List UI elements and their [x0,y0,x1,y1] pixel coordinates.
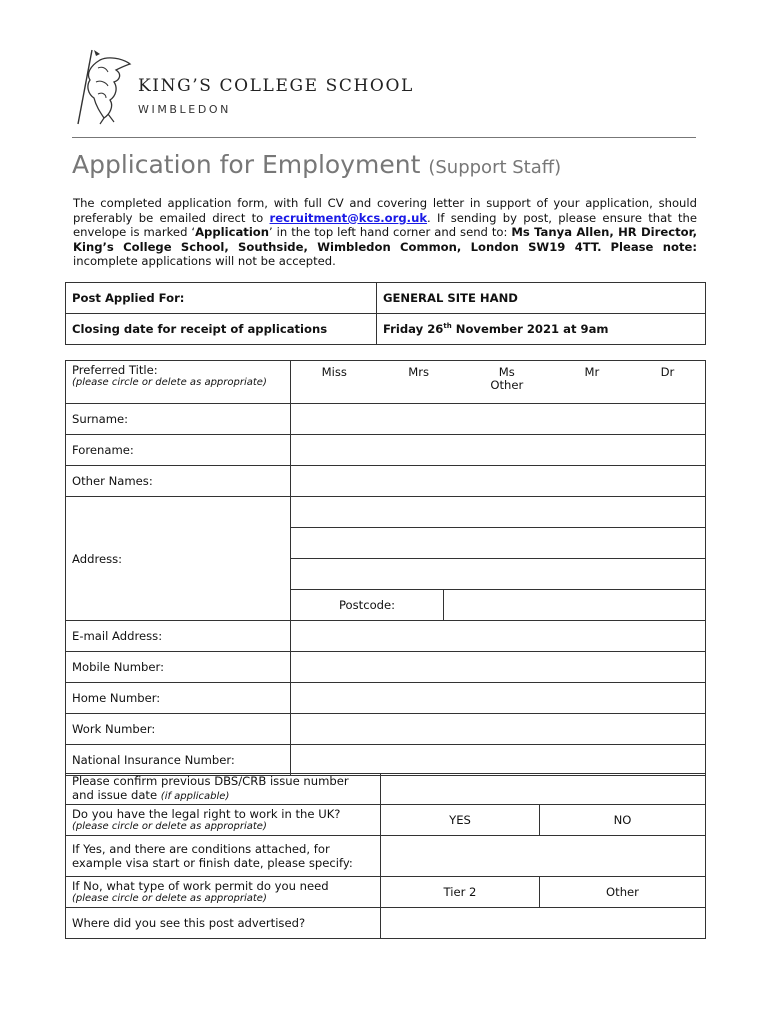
closing-date-label: Closing date for receipt of applications [66,314,377,345]
header-divider [72,137,696,138]
forename-field[interactable] [291,435,706,466]
postcode-field[interactable] [444,590,706,621]
advertised-field[interactable] [381,908,706,939]
intro-text-3: ’ in the top left hand corner and send to: [269,225,508,239]
surname-label: Surname: [66,404,291,435]
mobile-label: Mobile Number: [66,652,291,683]
intro-paragraph [73,196,697,269]
work-field[interactable] [291,714,706,745]
permit-label: If No, what type of work permit do you need [72,878,329,893]
closing-date-day: Friday 26 [383,322,444,336]
post-applied-label: Post Applied For: [66,283,377,314]
preferred-title-options [291,361,706,404]
conditions-label: If Yes, and there are conditions attached, for example visa start or finish date, please specify: [66,836,381,877]
work-label: Work Number: [66,714,291,745]
surname-row [66,404,706,435]
recruitment-email-link[interactable]: recruitment@kcs.org.uk [269,210,428,225]
lion-crest-icon [70,46,138,126]
address-line-2-field[interactable] [291,528,706,559]
conditions-field[interactable] [381,836,706,877]
personal-details-table [65,360,706,776]
forename-label: Forename: [66,435,291,466]
dbs-row [66,774,706,805]
postal-address: Ms Tanya Allen, HR Director, King’s College School, Southside, Wimbledon Common, London SW19 4TT. [73,225,697,254]
ni-label: National Insurance Number: [66,745,291,776]
right-to-work-label-cell [66,805,381,836]
mobile-row [66,652,706,683]
mobile-field[interactable] [291,652,706,683]
intro-text-1: The completed application form, with full CV and covering letter in support of your application, should preferably be emailed direct to [73,196,697,225]
work-row [66,714,706,745]
closing-date-rest: November 2021 at 9am [451,322,609,336]
permit-tier2[interactable]: Tier 2 [381,877,540,908]
note-text: incomplete applications will not be accepted. [73,254,336,268]
title-option-mrs[interactable]: Mrs [408,365,430,379]
preferred-title-hint: (please circle or delete as appropriate) [72,377,267,388]
right-to-work-hint: (please circle or delete as appropriate) [72,820,267,832]
address-line-1-field[interactable] [291,497,706,528]
intro-text-2: . If sending by post, please ensure that the envelope is marked ‘ [73,210,698,239]
school-location: WIMBLEDON [138,103,231,116]
permit-other[interactable]: Other [540,877,706,908]
other-names-label: Other Names: [66,466,291,497]
post-table [65,282,706,345]
right-to-work-row [66,805,706,836]
dbs-hint: (if applicable) [160,791,230,802]
post-applied-value: GENERAL SITE HAND [377,283,706,314]
right-to-work-no[interactable]: NO [540,805,706,836]
closing-date-value [377,314,706,345]
conditions-row [66,836,706,877]
envelope-marker: Application [195,225,270,239]
right-to-work-yes[interactable]: YES [381,805,540,836]
school-name: KING’S COLLEGE SCHOOL [138,76,414,96]
title-option-ms[interactable]: Ms [498,365,515,379]
preferred-title-label-cell [66,361,291,404]
address-label: Address: [66,497,291,621]
surname-field[interactable] [291,404,706,435]
note-label: Please note: [610,239,698,254]
ni-field[interactable] [291,745,706,776]
dbs-label: Please confirm previous DBS/CRB issue number and issue date [72,774,349,802]
title-option-dr[interactable]: Dr [660,365,675,379]
ni-row [66,745,706,776]
address-line-3-field[interactable] [291,559,706,590]
address-row-1 [66,497,706,528]
title-option-ms-other[interactable] [490,366,523,392]
school-header [64,46,704,136]
advertised-row [66,908,706,939]
postcode-label: Postcode: [291,590,444,621]
forename-row [66,435,706,466]
eligibility-table [65,773,706,939]
advertised-label: Where did you see this post advertised? [66,908,381,939]
email-row [66,621,706,652]
closing-date-row [66,314,706,345]
email-field[interactable] [291,621,706,652]
right-to-work-label: Do you have the legal right to work in the UK? [72,806,341,821]
email-label: E-mail Address: [66,621,291,652]
title-option-miss[interactable]: Miss [321,365,347,379]
page-title [72,150,561,179]
permit-row [66,877,706,908]
title-option-mr[interactable]: Mr [584,365,600,379]
home-label: Home Number: [66,683,291,714]
title-main: Application for Employment [72,150,421,179]
home-row [66,683,706,714]
preferred-title-label: Preferred Title: [72,363,158,377]
other-names-row [66,466,706,497]
preferred-title-row [66,361,706,404]
closing-date-suffix: th [443,322,452,331]
permit-hint: (please circle or delete as appropriate) [72,892,267,904]
title-sub: (Support Staff) [428,157,562,178]
dbs-label-cell [66,774,381,805]
dbs-field[interactable] [381,774,706,805]
other-names-field[interactable] [291,466,706,497]
post-applied-row [66,283,706,314]
title-option-other[interactable]: Other [490,378,524,392]
permit-label-cell [66,877,381,908]
home-field[interactable] [291,683,706,714]
